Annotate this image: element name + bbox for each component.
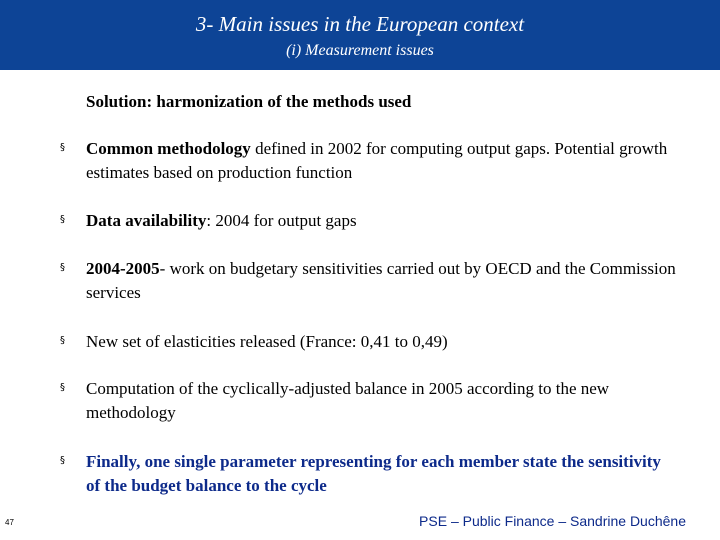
bullet-text [86,137,676,185]
bullet-rest-text: - work on budgetary sensitivities carried out by OECD and the Commission services [86,259,676,302]
slide-subtitle: (i) Measurement issues [286,42,434,59]
bullet-bold-text: 2004-2005 [86,259,160,278]
page-number: 47 [5,518,14,527]
bullet-text: Finally, one single parameter representing for each member state the sensitivity of the budget balance to the cycle [86,452,661,495]
bullet-marker-icon: § [60,382,65,393]
bullet-marker-icon: § [60,335,65,346]
bullet-text: Computation of the cyclically-adjusted balance in 2005 according to the new methodology [86,379,610,422]
solution-heading: Solution: harmonization of the methods used [86,92,412,111]
slide-title: 3- Main issues in the European context [195,12,525,36]
bullet-marker-icon: § [60,455,65,466]
footer-text: PSE – Public Finance – Sandrine Duchêne [419,513,686,529]
bullet-text: New set of elasticities released (France: 0,41 to 0,49) [86,332,448,351]
bullet-marker-icon: § [60,142,65,153]
bullet-marker-icon: § [60,262,65,273]
bullet-bold-text: Data availability [86,211,207,230]
bullet-bold-text: Common methodology [86,139,251,158]
bullet-marker-icon: § [60,214,65,225]
bullet-text [86,257,676,305]
bullet-rest-text: defined in 2002 for computing output gaps. Potential growth estimates based on production function [86,139,668,182]
bullet-text [86,209,676,233]
bullet-rest-text: : 2004 for output gaps [206,211,357,230]
